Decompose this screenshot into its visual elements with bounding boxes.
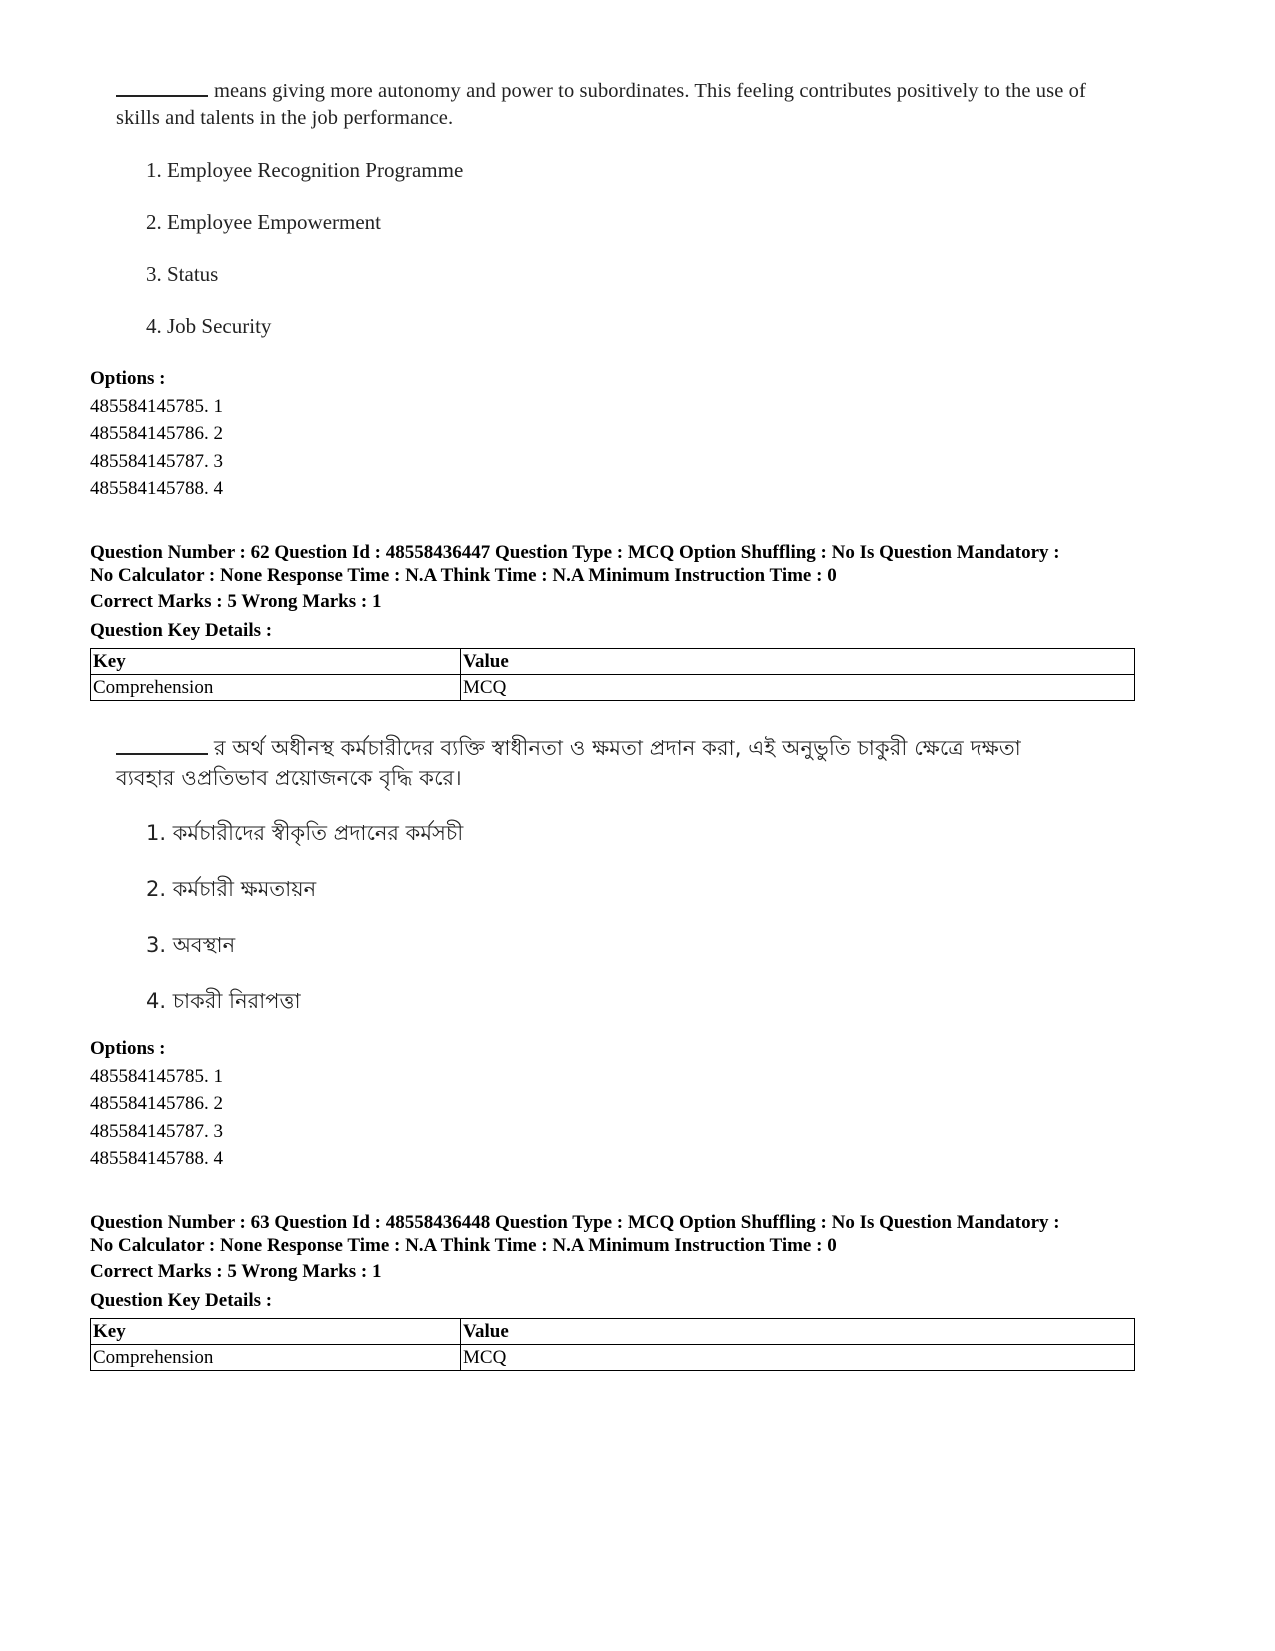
choice-4: 4. চাকরী নিরাপত্তা	[146, 989, 301, 1013]
marks-line: Correct Marks : 5 Wrong Marks : 1	[90, 1261, 382, 1282]
key-details-label: Question Key Details :	[90, 1290, 273, 1311]
question-62-image	[116, 733, 1126, 1013]
option-item: 485584145785. 1	[90, 396, 223, 417]
table-cell-key: Comprehension	[91, 1345, 461, 1371]
fill-in-blank	[116, 79, 208, 97]
option-item: 485584145786. 2	[90, 1093, 223, 1114]
table-header-value: Value	[461, 1319, 1135, 1345]
table-row	[91, 675, 1135, 701]
table-header-key: Key	[91, 1319, 461, 1345]
option-item: 485584145787. 3	[90, 1121, 223, 1142]
options-label: Options :	[90, 368, 166, 389]
option-item: 485584145785. 1	[90, 1066, 223, 1087]
options-label: Options :	[90, 1038, 166, 1059]
fill-in-blank	[116, 737, 208, 755]
table-header-key: Key	[91, 649, 461, 675]
choice-2: 2. কর্মচারী ক্ষমতায়ন	[146, 877, 317, 901]
question-62-stem: র অর্থ অধীনস্থ কর্মচারীদের ব্যক্তি স্বাধীনতা ও ক্ষমতা প্রদান করা, এই অনুভুতি চাকুরী ক্ষেত্রে দক্ষতা ব্যবহার ওপ্রতিভাব প্রয়োজনকে বৃদ্ধি করে।	[116, 736, 1021, 790]
option-item: 485584145787. 3	[90, 451, 223, 472]
table-cell-key: Comprehension	[91, 675, 461, 701]
table-row	[91, 1345, 1135, 1371]
meta-line-1: Question Number : 63 Question Id : 48558436448 Question Type : MCQ Option Shuffling : No Is Question Mandatory :	[90, 1212, 1060, 1233]
choice-3: 3. অবস্থান	[146, 933, 236, 957]
meta-line-1: Question Number : 62 Question Id : 48558436447 Question Type : MCQ Option Shuffling : No Is Question Mandatory :	[90, 542, 1060, 563]
key-details-table	[90, 1318, 1135, 1371]
meta-line-2: No Calculator : None Response Time : N.A Think Time : N.A Minimum Instruction Time : 0	[90, 565, 837, 586]
table-header-row	[91, 1319, 1135, 1345]
marks-line: Correct Marks : 5 Wrong Marks : 1	[90, 591, 382, 612]
question-63-meta	[90, 1211, 1200, 1257]
question-62-meta	[90, 541, 1200, 587]
key-details-table	[90, 648, 1135, 701]
option-item: 485584145788. 4	[90, 1148, 223, 1169]
table-cell-value: MCQ	[461, 675, 1135, 701]
question-61-stem: means giving more autonomy and power to subordinates. This feeling contributes positively to the use of skills and talents in the job performance.	[116, 80, 1086, 129]
choice-2: 2. Employee Empowerment	[146, 210, 382, 234]
choice-3: 3. Status	[146, 262, 219, 286]
choice-1: 1. Employee Recognition Programme	[146, 158, 464, 182]
meta-line-2: No Calculator : None Response Time : N.A Think Time : N.A Minimum Instruction Time : 0	[90, 1235, 837, 1256]
key-details-label: Question Key Details :	[90, 620, 273, 641]
table-cell-value: MCQ	[461, 1345, 1135, 1371]
option-item: 485584145788. 4	[90, 478, 223, 499]
choice-4: 4. Job Security	[146, 314, 272, 338]
question-61-image	[116, 78, 1126, 338]
choice-1: 1. কর্মচারীদের স্বীকৃতি প্রদানের কর্মসচী	[146, 821, 464, 845]
table-header-row	[91, 649, 1135, 675]
option-item: 485584145786. 2	[90, 423, 223, 444]
table-header-value: Value	[461, 649, 1135, 675]
